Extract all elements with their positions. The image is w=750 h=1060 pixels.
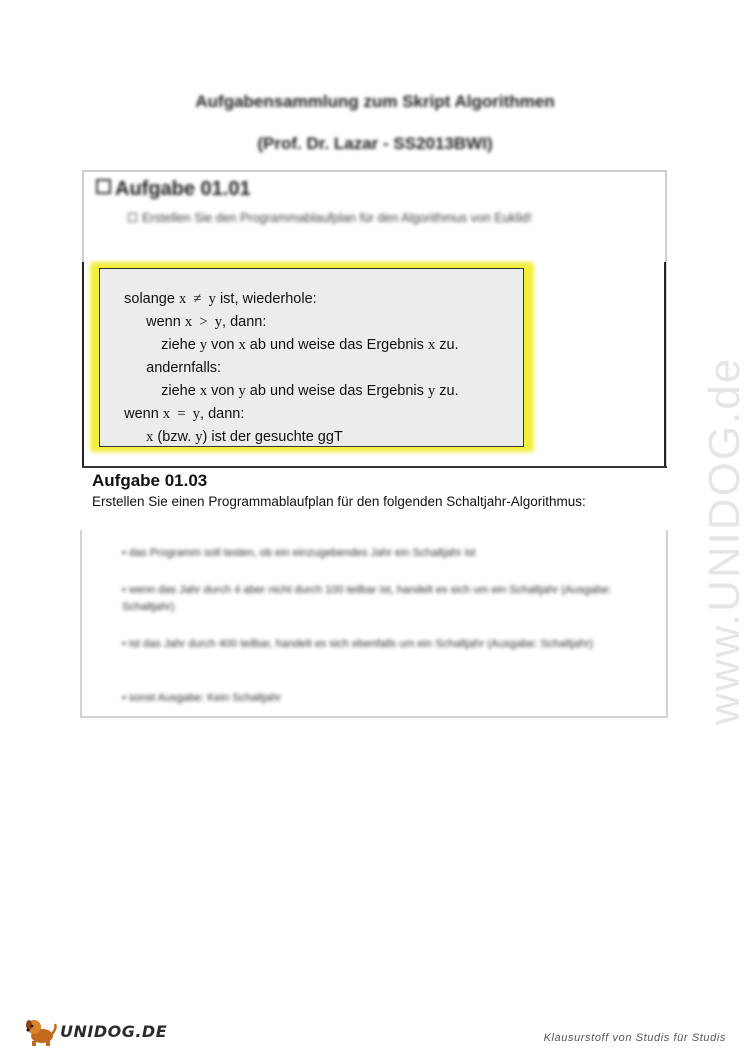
watermark: www.UNIDOG.de — [700, 356, 749, 725]
algo-line-7: x (bzw. y) ist der gesuchte ggT — [146, 429, 343, 445]
task3-bullet: • das Programm soll testen, ob ein einzugebendes Jahr ein Schaltjahr ist — [122, 547, 476, 559]
document-title: Aufgabensammlung zum Skript Algorithmen — [195, 92, 555, 111]
task1-heading — [96, 178, 251, 201]
task3-heading: Aufgabe 01.03 — [92, 471, 208, 490]
algo-line-6: wenn x = y, dann: — [124, 406, 245, 422]
task3-bullet: • sonst Ausgabe: Kein Schaltjahr — [122, 692, 282, 704]
task1-description — [128, 210, 608, 227]
algorithm-box — [99, 268, 524, 447]
unidog-logo[interactable] — [24, 1016, 167, 1046]
panel-divider-left — [82, 262, 84, 468]
task3-bullet: • wenn das Jahr durch 4 aber nicht durch 100 teilbar ist, handelt es sich um ein Schaltjahr (Ausgabe: Schaltjahr) — [122, 584, 612, 613]
task1-heading-text: Aufgabe 01.01 — [115, 178, 251, 200]
algo-line-2: wenn x > y, dann: — [146, 314, 267, 330]
algo-line-1: solange x ≠ y ist, wiederhole: — [124, 291, 317, 307]
section-divider — [82, 466, 667, 468]
checkbox-bullet-icon — [128, 213, 137, 222]
logo-text: UNIDOG.DE — [60, 1021, 168, 1041]
bullet-dot-icon: • — [122, 692, 126, 704]
checkbox-bullet-icon — [96, 179, 111, 194]
algo-line-4: andernfalls: — [146, 360, 222, 376]
task3-bullet: • ist das Jahr durch 400 teilbar, handelt es sich ebenfalls um ein Schaltjahr (Ausgabe: Schaltjahr) — [122, 638, 594, 650]
algo-line-5: ziehe x von y ab und weise das Ergebnis y zu. — [161, 383, 459, 399]
algo-line-3: ziehe y von x ab und weise das Ergebnis x zu. — [161, 337, 459, 353]
bullet-dot-icon: • — [122, 638, 126, 650]
task1-description-text: Erstellen Sie den Programmablaufplan für den Algorithmus von Euklid! — [142, 211, 532, 225]
footer-tagline: Klausurstoff von Studis für Studis — [543, 1032, 726, 1044]
bullet-dot-icon: • — [122, 584, 126, 596]
bullet-dot-icon: • — [122, 547, 126, 559]
document-subtitle: (Prof. Dr. Lazar - SS2013BWI) — [257, 134, 493, 153]
panel-divider-right — [664, 262, 666, 468]
dog-mascot-icon — [24, 1016, 58, 1046]
task3-description: Erstellen Sie einen Programmablaufplan für den folgenden Schaltjahr-Algorithmus: — [92, 494, 586, 509]
